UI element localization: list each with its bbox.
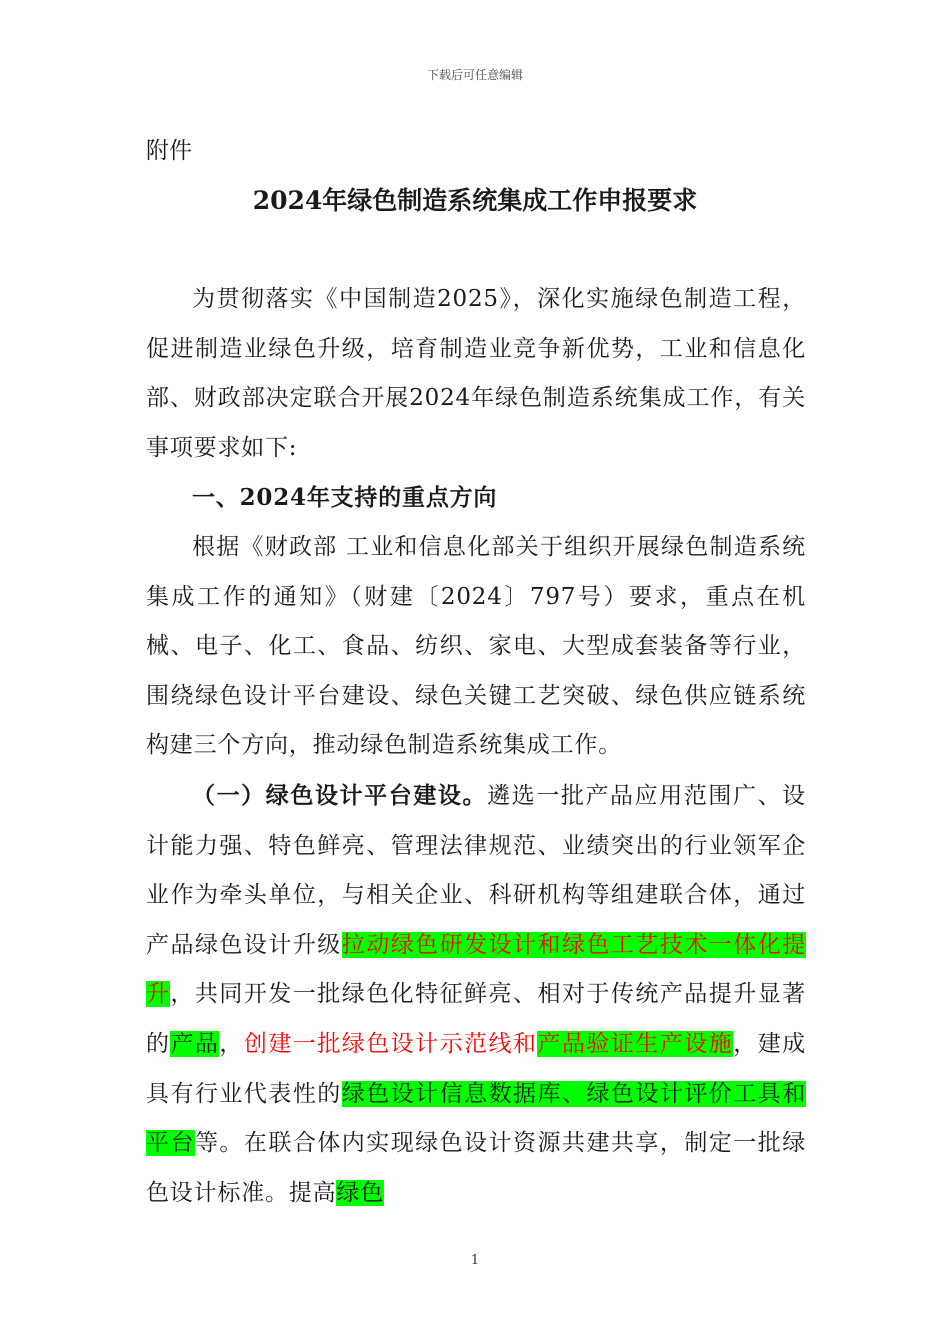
highlight-text: 绿色 [336,1179,385,1206]
highlight-text: 绿色设计信息数据库、绿色设计评价工具和平台 [146,1080,807,1157]
subsection-lead: （一）绿色设计平台建设。 [192,781,488,809]
attachment-label: 附件 [146,138,192,164]
page-header: 下载后可任意编辑 [426,68,523,82]
highlight-red-text: 产品验证生产设施 [537,1030,734,1057]
paragraph-intro: 为贯彻落实《中国制造2025》，深化实施绿色制造工程，促进制造业绿色升级，培育制造业竞争新优势，工业和信息化部、财政部决定联合开展2024年绿色制造系统集成工作，有关事项要求如下: [146,286,806,461]
document-title: 2024年绿色制造系统集成工作申报要求 [252,186,698,215]
text-run: ，共同开发一批绿色化特征鲜亮、相对于传统产品提升显著的 [146,981,806,1057]
highlight-text: 产品 [170,1030,220,1057]
paragraph-green-design [146,771,806,1218]
text-run: ， [219,1030,244,1057]
red-text: 创建一批绿色设计示范线和 [243,1030,538,1057]
highlight-red-text: 拉动绿色研发设计和绿色工艺技术一体化提升 [146,931,807,1008]
page-number: 1 [470,1253,480,1268]
text-run: 遴选一批产品应用范围广、设计能力强、特色鲜亮、管理法律规范、业绩突出的行业领军企业作为牵头单位，与相关企业、科研机构等组建联合体，通过产品绿色设计升级 [146,782,806,958]
text-run: ，建成具有行业代表性的 [146,1030,806,1107]
text-run: 等。在联合体内实现绿色设计资源共建共享，制定一批绿色设计标准。提高 [146,1130,807,1206]
section-heading-1: 一、2024年支持的重点方向 [192,484,498,512]
paragraph-basis: 根据《财政部 工业和信息化部关于组织开展绿色制造系统集成工作的通知》（财建〔2024〕797号）要求，重点在机械、电子、化工、食品、纺织、家电、大型成套装备等行业，围绕绿色设计平台建设、绿色关键工艺突破、绿色供应链系统构建三个方向，推动绿色制造系统集成工作。 [146,533,806,759]
document-body [146,275,806,1218]
